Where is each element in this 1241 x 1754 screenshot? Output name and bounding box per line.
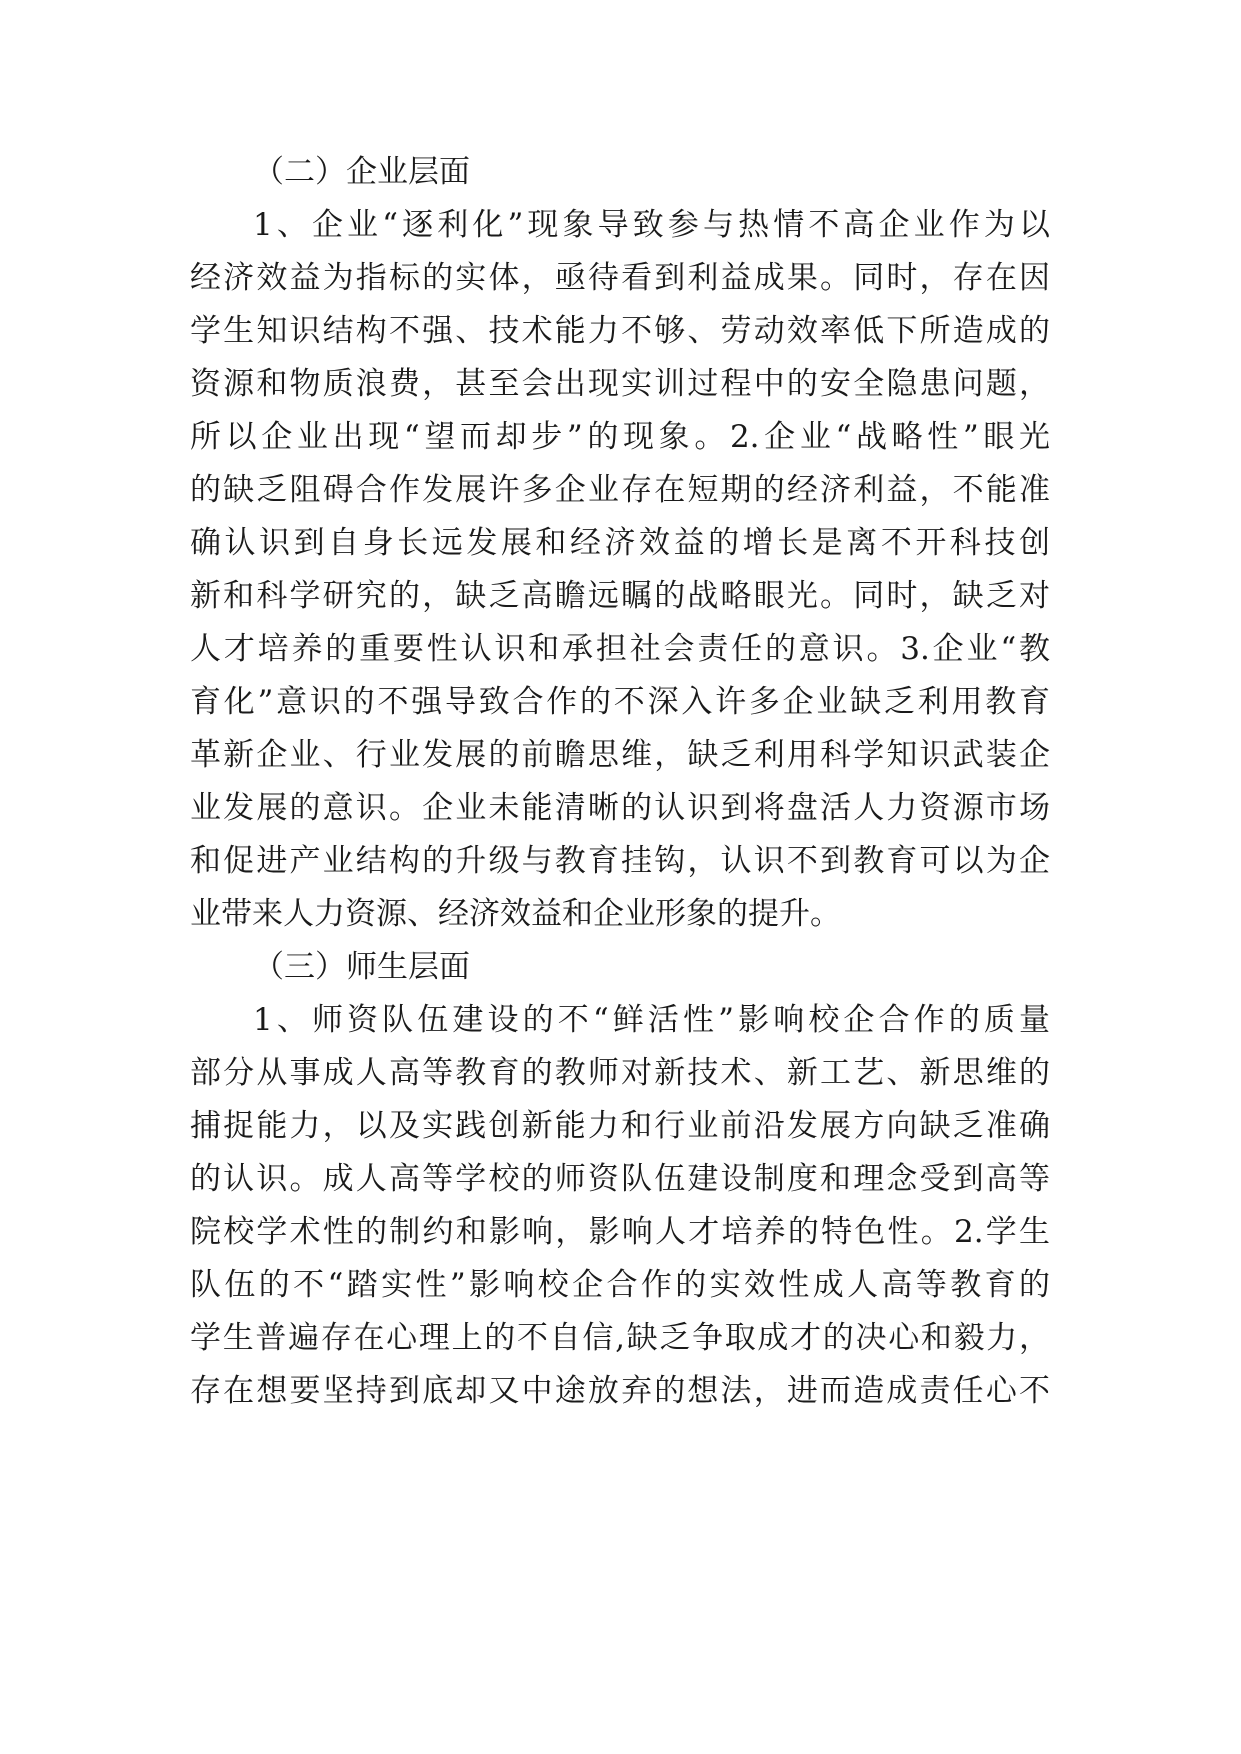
paragraph-line: 资源和物质浪费，甚至会出现实训过程中的安全隐患问题， xyxy=(190,366,1050,402)
paragraph-line: 经济效益为指标的实体，亟待看到利益成果。同时，存在因 xyxy=(190,260,1050,296)
paragraph-line: 院校学术性的制约和影响，影响人才培养的特色性。2.学生 xyxy=(190,1214,1050,1250)
section-heading-teachers-students: （三）师生层面 xyxy=(253,949,470,985)
paragraph-line: 捕捉能力，以及实践创新能力和行业前沿发展方向缺乏准确 xyxy=(190,1108,1050,1144)
section-heading-enterprise: （二）企业层面 xyxy=(253,154,470,190)
paragraph-line: 学生知识结构不强、技术能力不够、劳动效率低下所造成的 xyxy=(190,313,1050,349)
paragraph-line: 育化”意识的不强导致合作的不深入许多企业缺乏利用教育 xyxy=(190,684,1050,720)
paragraph-line: 所以企业出现“望而却步”的现象。2.企业“战略性”眼光 xyxy=(190,419,1050,455)
paragraph-line: 的认识。成人高等学校的师资队伍建设制度和理念受到高等 xyxy=(190,1161,1050,1197)
paragraph-line: 业发展的意识。企业未能清晰的认识到将盘活人力资源市场 xyxy=(190,790,1050,826)
paragraph-line: 新和科学研究的，缺乏高瞻远瞩的战略眼光。同时，缺乏对 xyxy=(190,578,1050,614)
paragraph-line: 1、师资队伍建设的不“鲜活性”影响校企合作的质量 xyxy=(253,1002,1050,1038)
paragraph-line: 1、企业“逐利化”现象导致参与热情不高企业作为以 xyxy=(253,207,1050,243)
paragraph-line: 革新企业、行业发展的前瞻思维，缺乏利用科学知识武装企 xyxy=(190,737,1050,773)
paragraph-line: 业带来人力资源、经济效益和企业形象的提升。 xyxy=(190,896,841,932)
paragraph-line: 存在想要坚持到底却又中途放弃的想法，进而造成责任心不 xyxy=(190,1373,1050,1409)
paragraph-line: 学生普遍存在心理上的不自信,缺乏争取成才的决心和毅力， xyxy=(190,1320,1050,1356)
paragraph-line: 的缺乏阻碍合作发展许多企业存在短期的经济利益，不能准 xyxy=(190,472,1050,508)
paragraph-line: 队伍的不“踏实性”影响校企合作的实效性成人高等教育的 xyxy=(190,1267,1050,1303)
paragraph-line: 确认识到自身长远发展和经济效益的增长是离不开科技创 xyxy=(190,525,1050,561)
paragraph-line: 人才培养的重要性认识和承担社会责任的意识。3.企业“教 xyxy=(190,631,1050,667)
paragraph-line: 部分从事成人高等教育的教师对新技术、新工艺、新思维的 xyxy=(190,1055,1050,1091)
paragraph-line: 和促进产业结构的升级与教育挂钩，认识不到教育可以为企 xyxy=(190,843,1050,879)
